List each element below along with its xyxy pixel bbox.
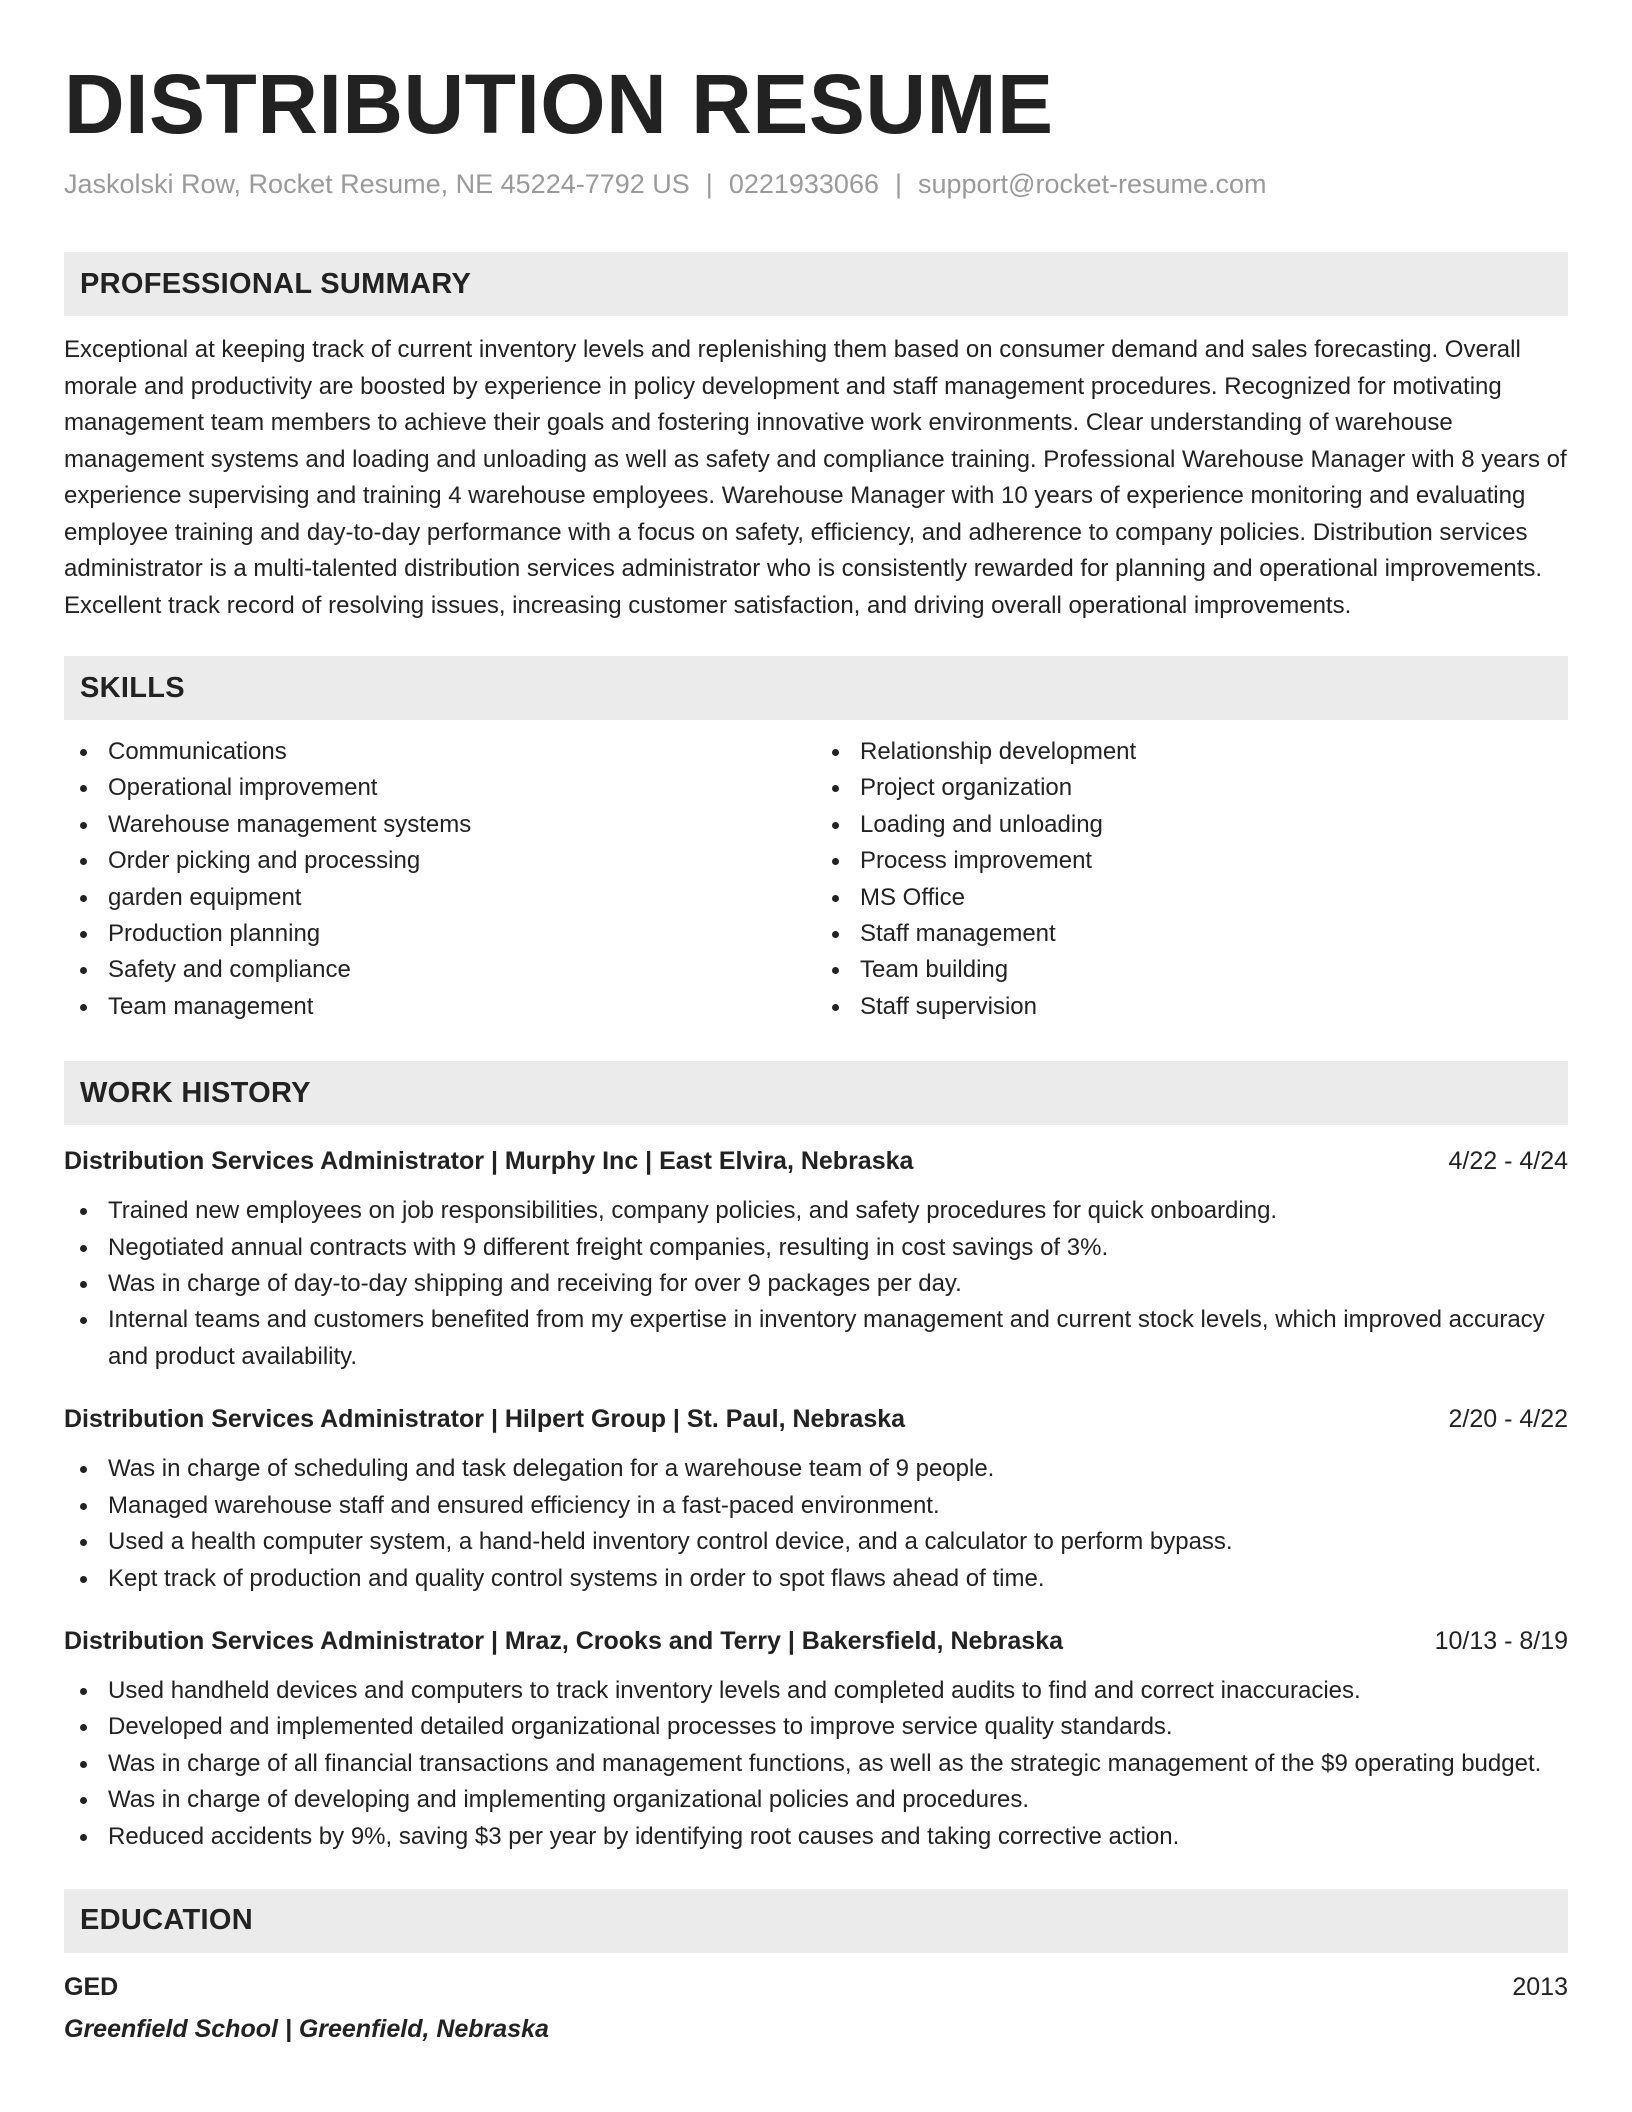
- skills-grid: [64, 734, 1568, 1025]
- job-bullet: Was in charge of day-to-day shipping and receiving for over 9 packages per day.: [64, 1266, 1568, 1302]
- skill-item: Team building: [860, 952, 1568, 988]
- job-title: Distribution Services Administrator | Murphy Inc | East Elvira, Nebraska: [64, 1147, 914, 1176]
- job-bullet: Used a health computer system, a hand-held inventory control device, and a calculator to perform bypass.: [64, 1524, 1568, 1560]
- skill-item: Production planning: [108, 916, 816, 952]
- skill-item: Operational improvement: [108, 770, 816, 806]
- education-entry: [64, 1969, 1568, 2005]
- contact-email: support@rocket-resume.com: [918, 169, 1267, 199]
- job-bullet: Managed warehouse staff and ensured efficiency in a fast-paced environment.: [64, 1488, 1568, 1524]
- summary-text: Exceptional at keeping track of current inventory levels and replenishing them based on consumer demand and sales forecasting. Overall morale and productivity are boosted by experience in policy development and staff management procedures. Recognized for motivating management team members to achieve their goals and fostering innovative work environments. Clear understanding of warehouse management systems and loading and unloading as well as safety and compliance training. Professional Warehouse Manager with 8 years of experience supervising and training 4 warehouse employees. Warehouse Manager with 10 years of experience monitoring and evaluating employee training and day-to-day performance with a focus on safety, efficiency, and adherence to company policies. Distribution services administrator is a multi-talented distribution services administrator who is consistently rewarded for planning and operational improvements. Excellent track record of resolving issues, increasing customer satisfaction, and driving overall operational improvements.: [64, 336, 1567, 619]
- skill-item: Team management: [108, 989, 816, 1025]
- job-bullet: Internal teams and customers benefited from my expertise in inventory management and current stock levels, which improved accuracy and product availability.: [64, 1302, 1568, 1375]
- job-bullet: Developed and implemented detailed organizational processes to improve service quality standards.: [64, 1709, 1568, 1745]
- job-bullet: Was in charge of all financial transactions and management functions, as well as the strategic management of the $9 operating budget.: [64, 1746, 1568, 1782]
- section-header-work-history: WORK HISTORY: [64, 1061, 1568, 1125]
- skill-item: Staff management: [860, 916, 1568, 952]
- resume-title: DISTRIBUTION RESUME: [64, 57, 1054, 151]
- job-bullet: Kept track of production and quality control systems in order to spot flaws ahead of time.: [64, 1561, 1568, 1597]
- skill-item: Loading and unloading: [860, 807, 1568, 843]
- job-bullet: Negotiated annual contracts with 9 different freight companies, resulting in cost savings of 3%.: [64, 1230, 1568, 1266]
- job-header: [64, 1143, 1568, 1179]
- section-header-summary: PROFESSIONAL SUMMARY: [64, 252, 1568, 316]
- skill-item: Project organization: [860, 770, 1568, 806]
- skill-item: Safety and compliance: [108, 952, 816, 988]
- education-school: Greenfield School | Greenfield, Nebraska: [64, 2014, 549, 2043]
- job-bullet: Was in charge of developing and implementing organizational policies and procedures.: [64, 1782, 1568, 1818]
- section-header-education: EDUCATION: [64, 1889, 1568, 1953]
- contact-address: Jaskolski Row, Rocket Resume, NE 45224-7792 US: [64, 169, 690, 199]
- contact-phone: 0221933066: [728, 169, 879, 199]
- job-entry: [64, 1401, 1568, 1597]
- skills-column-left: [64, 734, 816, 1025]
- contact-line: [64, 166, 1568, 202]
- job-bullet: Trained new employees on job responsibilities, company policies, and safety procedures for quick onboarding.: [64, 1193, 1568, 1229]
- contact-separator: |: [894, 169, 902, 199]
- job-bullets: [64, 1673, 1568, 1855]
- skill-item: MS Office: [860, 880, 1568, 916]
- job-title: Distribution Services Administrator | Mraz, Crooks and Terry | Bakersfield, Nebraska: [64, 1626, 1064, 1655]
- education-degree: GED: [64, 1972, 119, 2001]
- job-entry: [64, 1623, 1568, 1855]
- skill-item: Relationship development: [860, 734, 1568, 770]
- contact-separator: |: [705, 169, 713, 199]
- job-dates: 2/20 - 4/22: [1448, 1405, 1568, 1434]
- skill-item: Order picking and processing: [108, 843, 816, 879]
- skill-item: garden equipment: [108, 880, 816, 916]
- education-year: 2013: [1512, 1972, 1568, 2001]
- skills-column-right: [816, 734, 1568, 1025]
- job-bullet: Used handheld devices and computers to track inventory levels and completed audits to find and correct inaccuracies.: [64, 1673, 1568, 1709]
- job-bullets: [64, 1193, 1568, 1375]
- job-bullet: Was in charge of scheduling and task delegation for a warehouse team of 9 people.: [64, 1451, 1568, 1487]
- job-title: Distribution Services Administrator | Hilpert Group | St. Paul, Nebraska: [64, 1405, 906, 1434]
- job-bullet: Reduced accidents by 9%, saving $3 per year by identifying root causes and taking corrective action.: [64, 1819, 1568, 1855]
- skill-item: Communications: [108, 734, 816, 770]
- job-header: [64, 1623, 1568, 1659]
- section-header-skills: SKILLS: [64, 656, 1568, 720]
- job-entry: [64, 1143, 1568, 1375]
- job-header: [64, 1401, 1568, 1437]
- skill-item: Staff supervision: [860, 989, 1568, 1025]
- job-dates: 4/22 - 4/24: [1448, 1147, 1568, 1176]
- job-bullets: [64, 1451, 1568, 1597]
- skill-item: Warehouse management systems: [108, 807, 816, 843]
- job-dates: 10/13 - 8/19: [1434, 1626, 1568, 1655]
- skill-item: Process improvement: [860, 843, 1568, 879]
